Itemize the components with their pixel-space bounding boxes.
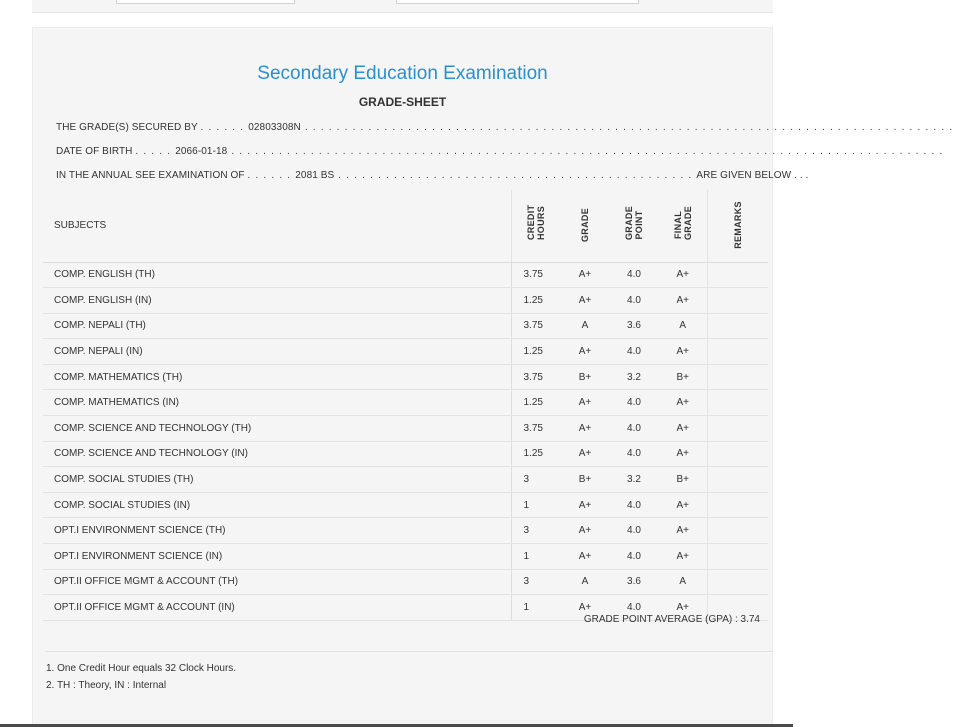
table-row (43, 569, 768, 595)
dob-line: DATE OF BIRTH . . . . . 2066-01-18 . . . . . . . . . . . . . . . . . . . . . . . . . . . . . . . . . . . . . . . . . . . . . . . . . . . . . . . . . . . . . . . . . . . . . . . . . . . . . . . . . . . . . . . . . . (56, 146, 944, 157)
grade-cell: A+ (561, 595, 609, 621)
grade-point-cell: 4.0 (609, 595, 659, 621)
footnote-item: 1. One Credit Hour equals 32 Clock Hours. (46, 663, 237, 674)
credit-cell: 3 (511, 467, 561, 493)
grade-sheet-heading: GRADE-SHEET (358, 95, 447, 109)
grade-point-cell: 4.0 (609, 339, 659, 365)
table-header-row (43, 190, 768, 262)
table-row (43, 262, 768, 288)
table-row (43, 288, 768, 314)
grade-cell: A (561, 313, 609, 339)
grade-cell: B+ (561, 467, 609, 493)
table-row (43, 441, 768, 467)
credit-cell: 1 (511, 544, 561, 570)
grade-point-cell: 3.6 (609, 569, 659, 595)
subject-cell: COMP. SCIENCE AND TECHNOLOGY (TH) (43, 416, 511, 442)
grade-point-cell: 4.0 (609, 262, 659, 288)
table-row (43, 390, 768, 416)
remarks-cell (707, 262, 768, 288)
grade-header (561, 190, 609, 262)
subject-cell: OPT.II OFFICE MGMT & ACCOUNT (TH) (43, 569, 511, 595)
table-row (43, 492, 768, 518)
credit-cell: 3 (511, 518, 561, 544)
exam-title: Secondary Education Examination (257, 63, 548, 84)
grade-cell: A+ (561, 262, 609, 288)
final-grade-cell: A+ (659, 416, 707, 442)
grade-point-cell: 4.0 (609, 441, 659, 467)
secured-by-line: THE GRADE(S) SECURED BY . . . . . . 02803308N . . . . . . . . . . . . . . . . . . . . . . . . . . . . . . . . . . . . . . . . . . . . . . . . . . . . . . . . . . . . . . . . . . . . . . . . . . . . . . . . . . (56, 122, 953, 133)
final-grade-cell: A+ (659, 262, 707, 288)
final-grade-cell: A+ (659, 544, 707, 570)
subjects-header: SUBJECTS (43, 190, 511, 262)
grade-point-cell: 4.0 (609, 416, 659, 442)
subject-cell: OPT.II OFFICE MGMT & ACCOUNT (IN) (43, 595, 511, 621)
credit-cell: 1.25 (511, 288, 561, 314)
credit-cell: 3.75 (511, 416, 561, 442)
footnotes (46, 651, 773, 694)
subject-cell: COMP. ENGLISH (TH) (43, 262, 511, 288)
credit-cell: 3.75 (511, 262, 561, 288)
remarks-header-text: REMARKS (732, 201, 743, 250)
remarks-cell (707, 544, 768, 570)
exam-line: IN THE ANNUAL SEE EXAMINATION OF . . . . . . 2081 BS . . . . . . . . . . . . . . . . . . . . . . . . . . . . . . . . . . . . . . . . . . . . . ARE GIVEN BELOW . . . (56, 170, 809, 181)
grade-cell: A+ (561, 390, 609, 416)
table-row (43, 416, 768, 442)
subject-cell: COMP. SOCIAL STUDIES (IN) (43, 492, 511, 518)
credit-cell: 3.75 (511, 313, 561, 339)
symbol-number: 02803308N (248, 122, 301, 133)
grade-header-text: GRADE (579, 208, 590, 243)
final-grade-cell: A+ (659, 492, 707, 518)
grade-point-cell: 3.2 (609, 467, 659, 493)
previous-input-field[interactable] (116, 0, 295, 4)
subject-cell: COMP. NEPALI (TH) (43, 313, 511, 339)
subject-cell: OPT.I ENVIRONMENT SCIENCE (TH) (43, 518, 511, 544)
grade-point-header (609, 190, 659, 262)
grade-cell: A+ (561, 544, 609, 570)
grade-cell: A+ (561, 492, 609, 518)
secured-by-label: THE GRADE(S) SECURED BY (56, 122, 198, 133)
credit-cell: 3 (511, 569, 561, 595)
footnote-item: 2. TH : Theory, IN : Internal (46, 680, 167, 691)
grade-cell: A+ (561, 416, 609, 442)
remarks-cell (707, 390, 768, 416)
remarks-cell (707, 518, 768, 544)
credit-cell: 1 (511, 492, 561, 518)
final-grade-cell: B+ (659, 467, 707, 493)
remarks-cell (707, 416, 768, 442)
table-row (43, 544, 768, 570)
grade-sheet (32, 27, 953, 727)
grade-point-cell: 4.0 (609, 518, 659, 544)
final-grade-cell: A+ (659, 595, 707, 621)
table-row (43, 339, 768, 365)
credit-cell: 1.25 (511, 339, 561, 365)
credit-cell: 3.75 (511, 364, 561, 390)
table-row (43, 518, 768, 544)
grade-cell: A+ (561, 518, 609, 544)
grade-cell: A+ (561, 339, 609, 365)
remarks-cell (707, 569, 768, 595)
final-grade-cell: A+ (659, 288, 707, 314)
table-row (43, 467, 768, 493)
final-grade-cell: A (659, 313, 707, 339)
grade-cell: A+ (561, 441, 609, 467)
remarks-cell (707, 492, 768, 518)
grade-cell: A (561, 569, 609, 595)
credit-hours-header (511, 190, 561, 262)
remarks-cell (707, 313, 768, 339)
subject-cell: COMP. SCIENCE AND TECHNOLOGY (IN) (43, 441, 511, 467)
subject-cell: COMP. MATHEMATICS (TH) (43, 364, 511, 390)
final-grade-cell: A+ (659, 339, 707, 365)
final-grade-cell: A+ (659, 441, 707, 467)
remarks-cell (707, 339, 768, 365)
subject-cell: OPT.I ENVIRONMENT SCIENCE (IN) (43, 544, 511, 570)
final-grade-cell: A (659, 569, 707, 595)
exam-year: 2081 BS (295, 170, 335, 181)
grade-point-cell: 4.0 (609, 544, 659, 570)
previous-form-strip (32, 0, 773, 13)
grade-point-cell: 4.0 (609, 492, 659, 518)
final-grade-cell: A+ (659, 518, 707, 544)
credit-cell: 1.25 (511, 390, 561, 416)
remarks-cell (707, 364, 768, 390)
grade-point-cell: 4.0 (609, 390, 659, 416)
credit-cell: 1 (511, 595, 561, 621)
grade-point-cell: 3.6 (609, 313, 659, 339)
final-grade-cell: A+ (659, 390, 707, 416)
grade-cell: B+ (561, 364, 609, 390)
subject-cell: COMP. ENGLISH (IN) (43, 288, 511, 314)
subject-cell: COMP. MATHEMATICS (IN) (43, 390, 511, 416)
dob-value: 2066-01-18 (175, 146, 228, 157)
grade-point-cell: 4.0 (609, 288, 659, 314)
remarks-header (707, 190, 768, 262)
final-grade-header-text: FINAL GRADE (672, 206, 693, 241)
table-row (43, 313, 768, 339)
remarks-cell (707, 441, 768, 467)
grade-cell: A+ (561, 288, 609, 314)
dob-label: DATE OF BIRTH (56, 146, 133, 157)
table-row (43, 364, 768, 390)
exam-label: IN THE ANNUAL SEE EXAMINATION OF (56, 170, 245, 181)
credit-hours-header-text: CREDIT HOURS (526, 204, 547, 241)
credit-cell: 1.25 (511, 441, 561, 467)
gpa-summary: GRADE POINT AVERAGE (GPA) : 3.74 (583, 614, 760, 625)
grade-point-cell: 3.2 (609, 364, 659, 390)
remarks-cell (707, 467, 768, 493)
given-below-text: ARE GIVEN BELOW . . . (696, 170, 809, 181)
subject-cell: COMP. NEPALI (IN) (43, 339, 511, 365)
subject-cell: COMP. SOCIAL STUDIES (TH) (43, 467, 511, 493)
grade-point-header-text: GRADE POINT (624, 206, 644, 241)
previous-input-field[interactable] (396, 0, 639, 4)
grade-table (43, 190, 768, 621)
final-grade-cell: B+ (659, 364, 707, 390)
remarks-cell (707, 288, 768, 314)
final-grade-header (659, 190, 707, 262)
